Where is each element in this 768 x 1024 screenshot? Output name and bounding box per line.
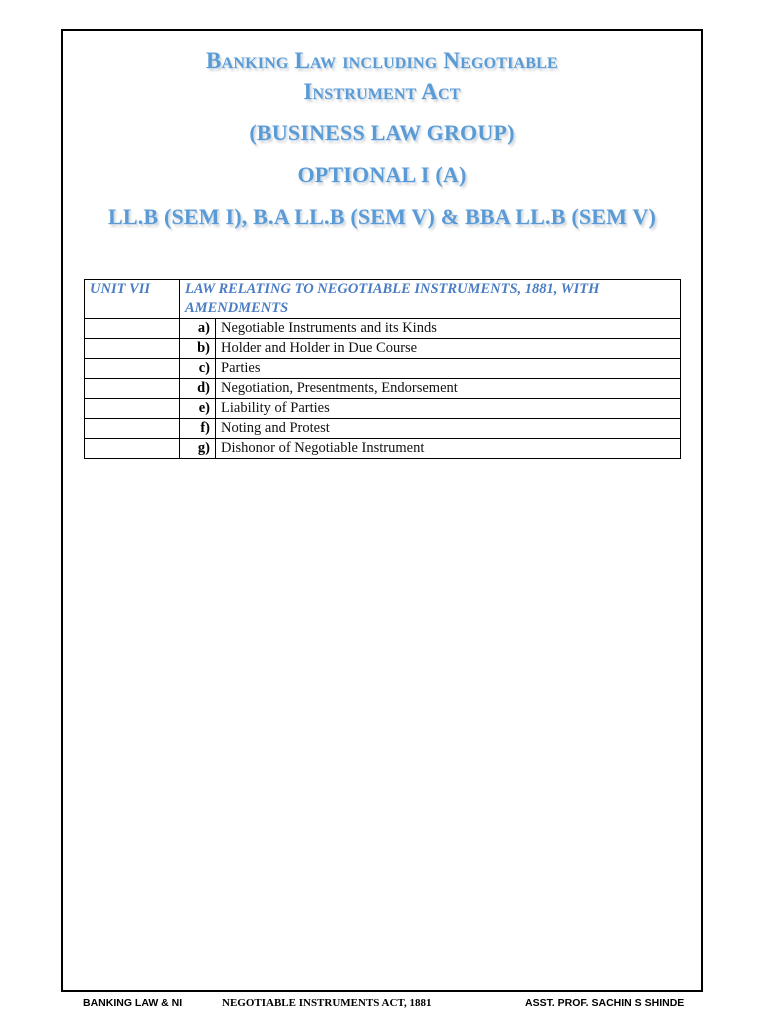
row-topic: Noting and Protest (216, 419, 681, 439)
row-topic: Negotiable Instruments and its Kinds (216, 319, 681, 339)
row-letter: d) (180, 379, 216, 399)
unit-heading: LAW RELATING TO NEGOTIABLE INSTRUMENTS, 1881, WITH AMENDMENTS (180, 280, 681, 319)
row-letter: f) (180, 419, 216, 439)
empty-cell (85, 399, 180, 419)
row-letter: c) (180, 359, 216, 379)
optional-label: OPTIONAL I (A) (297, 162, 467, 187)
row-topic: Dishonor of Negotiable Instrument (216, 439, 681, 459)
footer-center: NEGOTIABLE INSTRUMENTS ACT, 1881 (222, 997, 432, 1009)
empty-cell (85, 359, 180, 379)
table-row (85, 359, 681, 379)
table-row (85, 399, 681, 419)
table-row (85, 439, 681, 459)
title-line-2: Instrument Act (303, 79, 461, 104)
course-semesters: LL.B (SEM I), B.A LL.B (SEM V) & BBA LL.B (SEM V) (107, 204, 657, 229)
table-row (85, 379, 681, 399)
row-letter: e) (180, 399, 216, 419)
table-row (85, 339, 681, 359)
row-letter: b) (180, 339, 216, 359)
empty-cell (85, 339, 180, 359)
page-border (61, 29, 703, 992)
table-header-row (85, 280, 681, 319)
title-block (63, 45, 701, 231)
footer-left: BANKING LAW & NI (83, 997, 183, 1009)
row-letter: a) (180, 319, 216, 339)
empty-cell (85, 419, 180, 439)
table-row (85, 419, 681, 439)
footer-right: ASST. PROF. SACHIN S SHINDE (525, 997, 685, 1009)
row-topic: Holder and Holder in Due Course (216, 339, 681, 359)
page-footer (0, 997, 768, 1015)
row-topic: Liability of Parties (216, 399, 681, 419)
empty-cell (85, 379, 180, 399)
empty-cell (85, 439, 180, 459)
title-line-1: Banking Law including Negotiable (206, 48, 558, 73)
unit-label: UNIT VII (85, 280, 180, 319)
syllabus-table (84, 279, 681, 459)
empty-cell (85, 319, 180, 339)
table-row (85, 319, 681, 339)
row-letter: g) (180, 439, 216, 459)
subject-group: (BUSINESS LAW GROUP) (249, 120, 515, 145)
row-topic: Negotiation, Presentments, Endorsement (216, 379, 681, 399)
row-topic: Parties (216, 359, 681, 379)
